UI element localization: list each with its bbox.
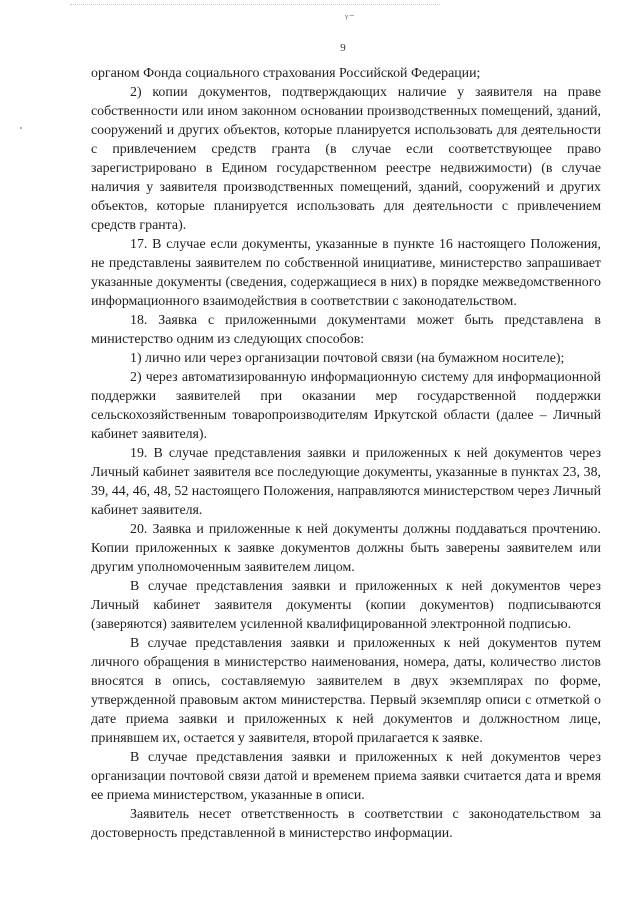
paragraph-section-17: 17. В случае если документы, указанные в пункте 16 настоящего Положения, не представлены заявителем по собственной инициативе, министерство запрашивает указанные документы (сведения, содержащиеся в них) в порядке межведомственного информационного взаимодействия в соответствии с законодательством. — [91, 237, 601, 309]
paragraph-personal-submission: В случае представления заявки и приложенных к ней документов путем личного обращения в министерство наименования, номера, даты, количество листов вносятся в опись, составляемую заявителем в двух экземплярах по форме, утвержденной правовым актом министерства. Первый экземпляр описи с отметкой о дате приема заявки и приложенных к ней документов и должностном лице, принявшем их, остается у заявителя, второй прилагается к заявке. — [91, 636, 601, 746]
paragraph-method-2: 2) через автоматизированную информационную систему для информационной поддержки заявителей при оказании мер государственной поддержки сельскохозяйственным товаропроизводителям Иркутской области (далее – Личный кабинет заявителя). — [91, 370, 601, 442]
page-number: 9 — [340, 42, 346, 54]
paragraph-electronic-signature: В случае представления заявки и приложенных к ней документов через Личный кабинет заявителя документы (копии документов) подписываются (заверяются) заявителем усиленной квалифицированной электронной подписью. — [91, 579, 601, 632]
document-body — [91, 64, 601, 843]
paragraph-section-19: 19. В случае представления заявки и приложенных к ней документов через Личный кабинет заявителя все последующие документы, указанные в пунктах 23, 38, 39, 44, 46, 48, 52 настоящего Положения, направляются министерством через Личный кабинет заявителя. — [91, 446, 601, 518]
scan-top-border — [70, 4, 440, 6]
paragraph-section-18: 18. Заявка с приложенными документами может быть представлена в министерство одним из следующих способов: — [91, 313, 601, 347]
paragraph-section-20: 20. Заявка и приложенные к ней документы должны поддаваться прочтению. Копии приложенных к заявке документов должны быть заверены заявителем или другим уполномоченным заявителем лицом. — [91, 522, 601, 575]
paragraph-responsibility: Заявитель несет ответственность в соответствии с законодательством за достоверность представленной в министерство информации. — [91, 807, 601, 841]
paragraph-continuation: органом Фонда социального страхования Российской Федерации; — [91, 66, 481, 81]
paragraph-postal-submission: В случае представления заявки и приложенных к ней документов через организации почтовой связи датой и временем приема заявки считается дата и время ее приема министерством, указанные в описи. — [91, 750, 601, 803]
scan-mark: ᵞ⁻ — [345, 12, 356, 24]
paragraph-item-2: 2) копии документов, подтверждающих наличие у заявителя на праве собственности или ином законном основании производственных помещений, зданий, сооружений и других объектов, которые планируется использовать для деятельности с привлечением средств гранта (в случае если соответствующее право зарегистрировано в Едином государственном реестре недвижимости) (в случае наличия у заявителя производственных помещений, зданий, сооружений и других объектов, которые планируется использовать для деятельности с привлечением средств гранта). — [91, 85, 601, 233]
scan-speck — [20, 127, 22, 129]
paragraph-method-1: 1) лично или через организации почтовой связи (на бумажном носителе); — [130, 351, 565, 366]
